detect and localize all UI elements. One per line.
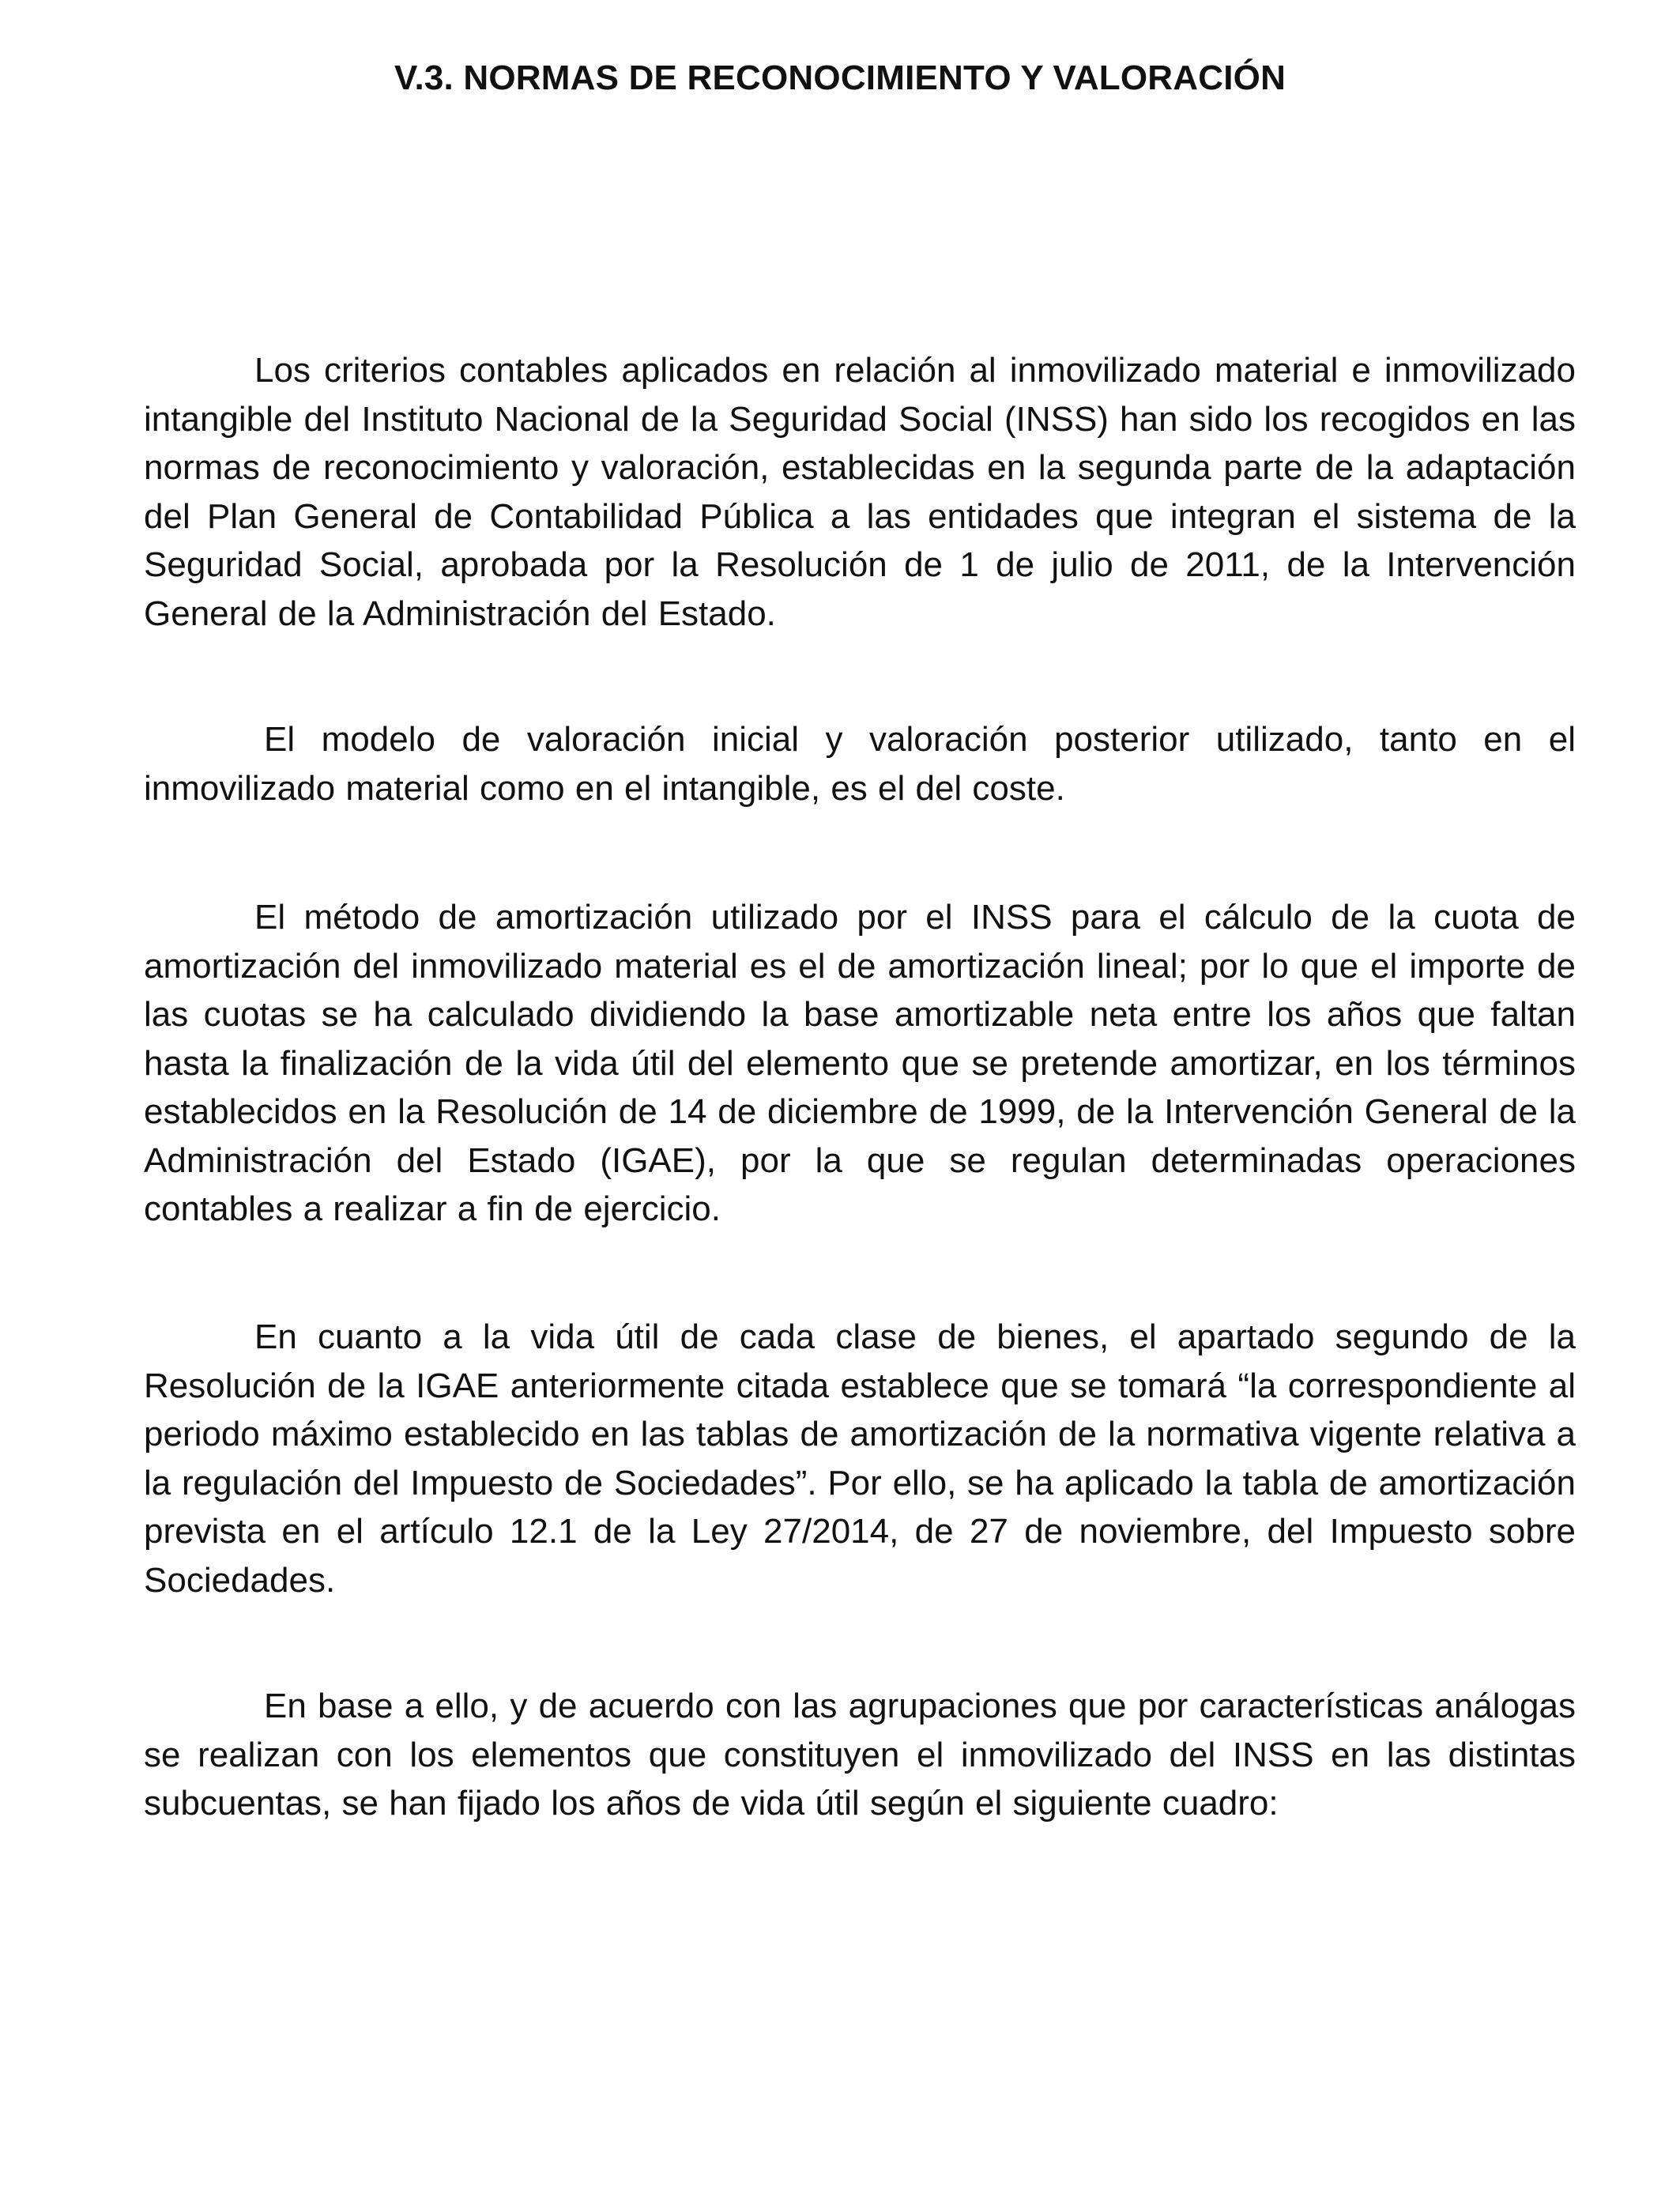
page-title: V.3. NORMAS DE RECONOCIMIENTO Y VALORACIÓN [394, 58, 1286, 97]
paragraph-agrupaciones: En base a ello, y de acuerdo con las agrupaciones que por características análogas se realizan con los elementos que constituyen el inmovilizado del INSS en las distintas subcuentas, se han fijado los años de vida útil según el siguiente cuadro: [144, 1687, 1576, 1823]
paragraph-vida-util: En cuanto a la vida útil de cada clase de bienes, el apartado segundo de la Resolución de la IGAE anteriormente citada establece que se tomará “la correspondiente al periodo máximo establecido en las tablas de amortización de la normativa vigente relativa a la regulación del Impuesto de Sociedades”. Por ello, se ha aplicado la tabla de amortización prevista en el artículo 12.1 de la Ley 27/2014, de 27 de noviembre, del Impuesto sobre Sociedades. [144, 1318, 1576, 1600]
paragraph-modelo-valoracion: El modelo de valoración inicial y valoración posterior utilizado, tanto en el inmovilizado material como en el intangible, es el del coste. [144, 720, 1576, 808]
paragraph-metodo-amortizacion: El método de amortización utilizado por el INSS para el cálculo de la cuota de amortización del inmovilizado material es el de amortización lineal; por lo que el importe de las cuotas se ha calculado dividiendo la base amortizable neta entre los años que faltan hasta la finalización de la vida útil del elemento que se pretende amortizar, en los términos establecidos en la Resolución de 14 de diciembre de 1999, de la Intervención General de la Administración del Estado (IGAE), por la que se regulan determinadas operaciones contables a realizar a fin de ejercicio. [144, 898, 1576, 1228]
paragraph-criterios-contables: Los criterios contables aplicados en relación al inmovilizado material e inmovilizado intangible del Instituto Nacional de la Seguridad Social (INSS) han sido los recogidos en las normas de reconocimiento y valoración, establecidas en la segunda parte de la adaptación del Plan General de Contabilidad Pública a las entidades que integran el sistema de la Seguridad Social, aprobada por la Resolución de 1 de julio de 2011, de la Intervención General de la Administración del Estado. [144, 351, 1576, 633]
